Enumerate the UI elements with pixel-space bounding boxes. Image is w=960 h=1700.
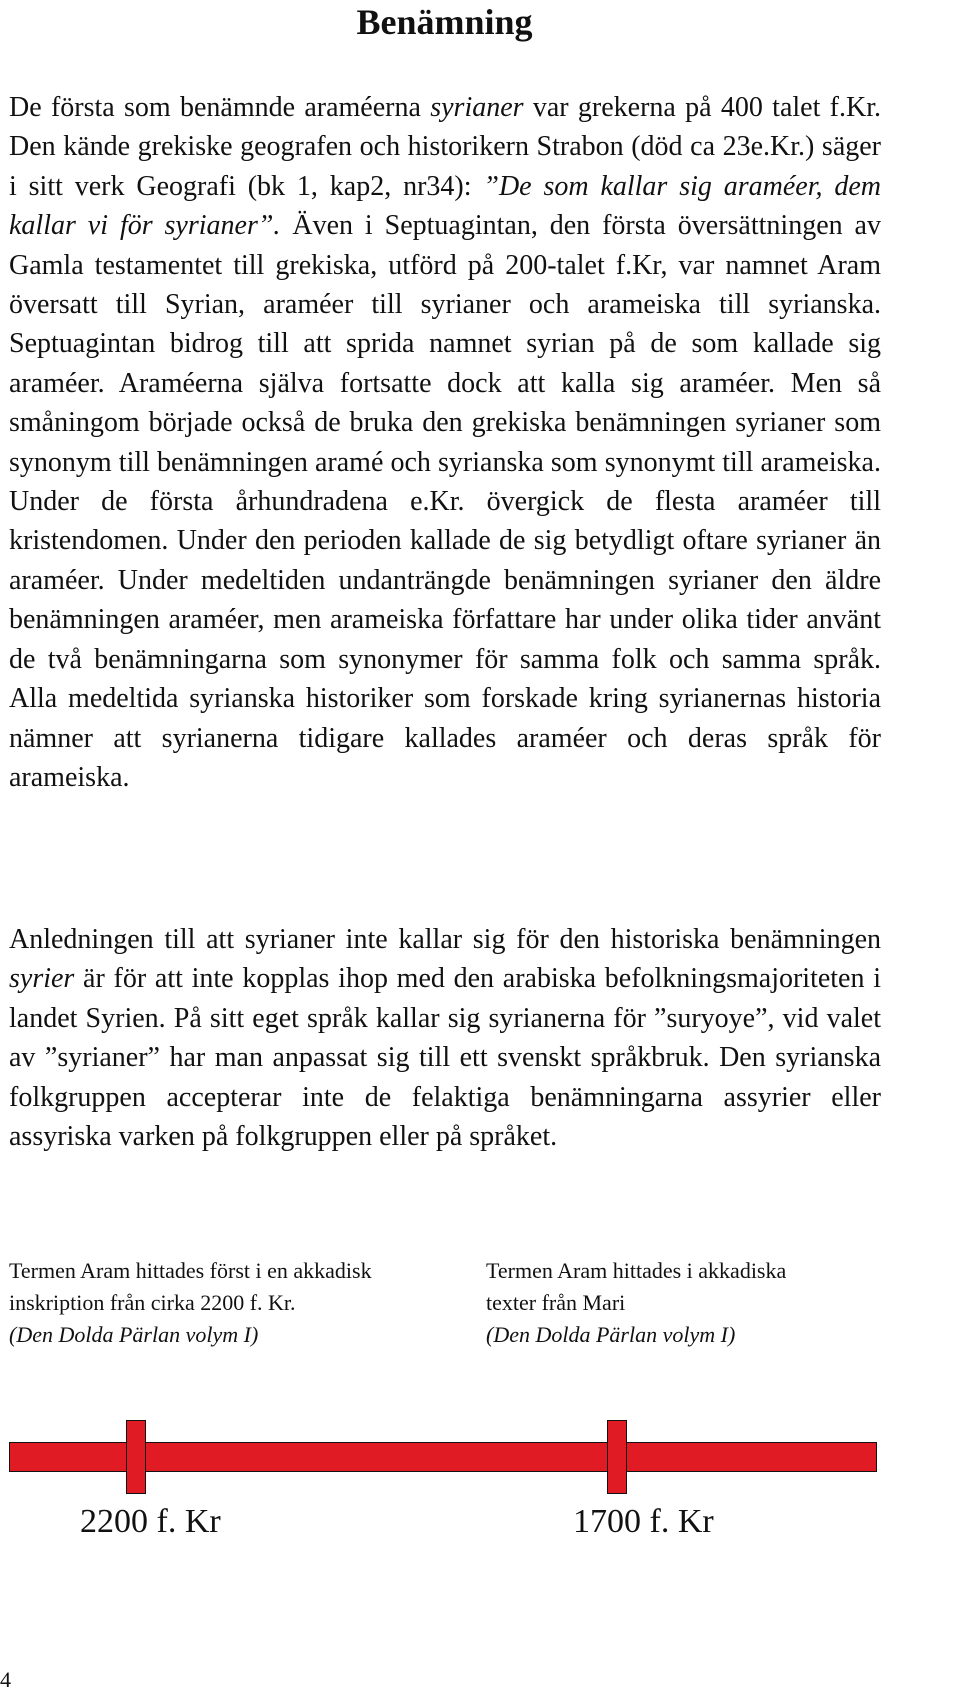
- paragraph-1-run-1: syrianer: [430, 92, 524, 123]
- timeline-label-1700: 1700 f. Kr: [573, 1503, 714, 1540]
- body-paragraph-1: [9, 88, 881, 797]
- paragraph-1-run-0: De första som benämnde araméerna: [9, 92, 431, 123]
- caption-left: [9, 1255, 449, 1351]
- paragraph-1-run-4: Även i Septuagintan, den första översättningen av Gamla testamentet till grekiska, utförd på 200-talet f.Kr, var namnet Aram översatt till Syrian, araméer till syrianer och arameiska till syrianska. Septuagintan bidrog till att sprida namnet syrian på de som kallade sig araméer. Araméerna själva fortsatte dock att kalla sig araméer. Men så småningom började också de bruka den grekiska benämningen syrianer som synonym till benämningen aramé och syrianska som synonymt till arameiska. Under de första århundradena e.Kr. övergick de flesta araméer till kristendomen. Under den perioden kallade de sig betydligt oftare syrianer än araméer. Under medeltiden undanträngde benämningen syrianer den äldre benämningen araméer, men arameiska författare har under olika tider använt de två benämningarna som synonymer för samma folk och samma språk. Alla medeltida syrianska historiker som forskade kring syrianernas historia nämner att syrianerna tidigare kallades araméer och deras språk för arameiska.: [9, 210, 881, 793]
- caption-left-line-2: inskription från cirka 2200 f. Kr.: [9, 1290, 296, 1315]
- paragraph-2-run-0: Anledningen till att syrianer inte kallar sig för den historiska benämningen: [9, 924, 881, 955]
- paragraph-2-run-1: syrier: [9, 963, 75, 995]
- timeline-label-2200: 2200 f. Kr: [80, 1503, 221, 1540]
- timeline-marker-1700: [607, 1420, 627, 1494]
- timeline-marker-2200: [126, 1420, 146, 1494]
- caption-right-source: (Den Dolda Pärlan volym I): [486, 1322, 736, 1347]
- paragraph-2-run-2: är för att inte kopplas ihop med den arabiska befolkningsmajoriteten i landet Syrien. På sitt eget språk kallar sig syrianerna för ”suryoye”, vid valet av ”syrianer” har man anpassat sig till ett svenskt språkbruk. Den syrianska folkgruppen accepterar inte de felaktiga benämningarna assyrier eller assyriska varken på folkgruppen eller på språket.: [9, 963, 881, 1153]
- caption-right: [486, 1255, 881, 1351]
- body-paragraph-2: [9, 920, 881, 1156]
- page-number: 4: [0, 1667, 11, 1692]
- timeline: [9, 1420, 879, 1500]
- paragraph-1-run-2: var grekerna på 400 talet f.Kr. Den kände grekiske geografen och historikern Strabon (död ca 23e.Kr.) säger i sitt verk Geografi (bk 1, kap2, nr34):: [9, 92, 881, 202]
- caption-right-line-2: texter från Mari: [486, 1290, 626, 1315]
- caption-right-line-1: Termen Aram hittades i akkadiska: [486, 1258, 787, 1283]
- caption-left-source: (Den Dolda Pärlan volym I): [9, 1322, 259, 1347]
- paragraph-1-run-3: ”De som kallar sig araméer, dem kallar vi för syrianer”.: [9, 170, 882, 242]
- caption-left-line-1: Termen Aram hittades först i en akkadisk: [9, 1258, 372, 1283]
- page-title: Benämning: [356, 2, 533, 42]
